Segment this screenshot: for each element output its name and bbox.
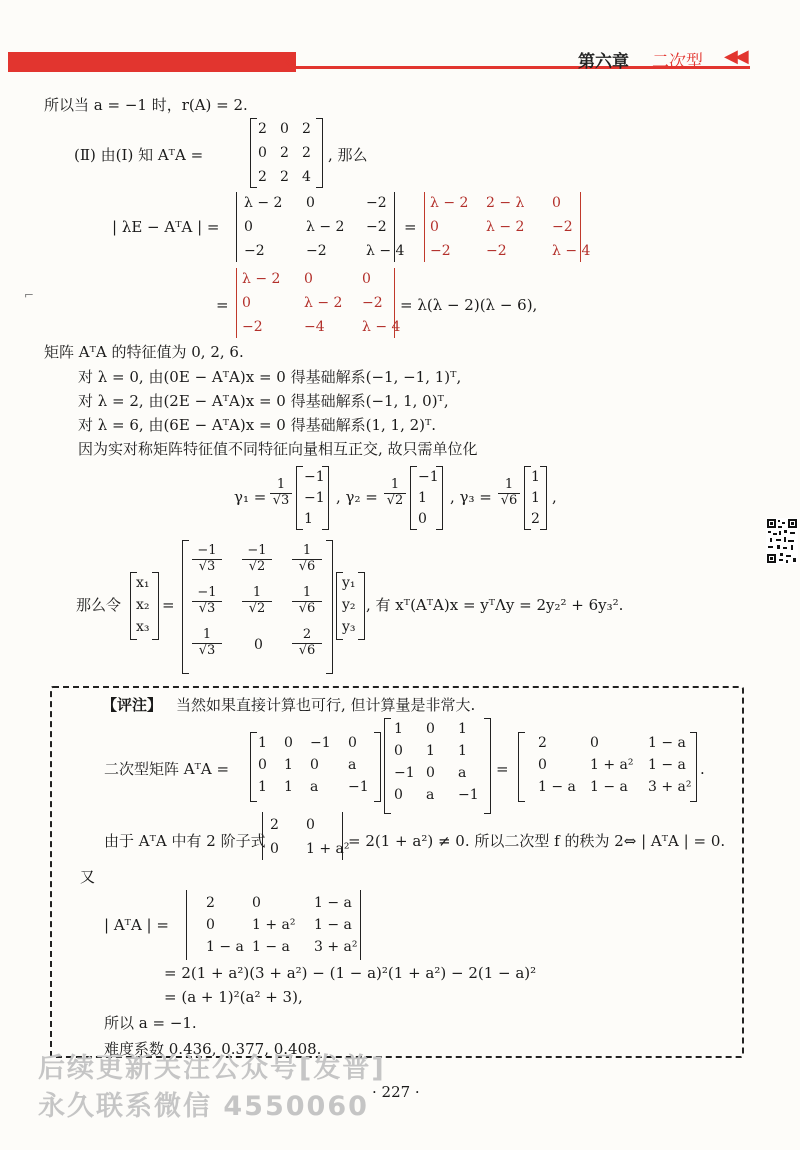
denominator: √6 [298,642,316,658]
matrix-cell: 0 [304,271,313,287]
let-label: 那么令 [76,596,122,614]
period: . [700,760,705,778]
matrix-cell: 2 [538,735,547,751]
gamma3-fraction: $\frac{1}{√6}$ [498,478,520,509]
note-tag: 【评注】 [102,696,163,714]
numerator: 1 [292,586,322,602]
matrix-cell: −2 [244,243,265,259]
matrix-cell: λ − 4 [552,243,591,259]
matrix-cell: 2 − λ [486,195,525,211]
matrix-cell: 3 + a² [648,779,692,795]
matrix-cell: 3 + a² [314,939,358,955]
matrix-cell: y₂ [342,597,356,613]
matrix-cell: −2 [242,319,263,335]
matrix-cell: 0 [348,735,357,751]
eigenvalues-line: 矩阵 AᵀA 的特征值为 0, 2, 6. [44,343,244,361]
matrix-fraction [242,544,272,575]
matrix-cell: 0 [206,917,215,933]
numerator: −1 [192,544,222,560]
matrix-cell: 0 [258,145,267,161]
denominator: √3 [198,600,216,616]
det-bar [424,192,425,262]
matrix-cell: 0 [242,295,251,311]
matrix-fraction [292,586,322,617]
matrix-cell: λ − 2 [306,219,345,235]
page-header [0,0,800,80]
line-rank: 所以当 a = −1 时，r(A) = 2. [44,96,248,114]
matrix-cell: 1 [531,490,540,506]
matrix-cell: λ − 2 [430,195,469,211]
matrix-cell: 0 [394,787,403,803]
matrix-bracket-right [484,718,491,814]
minor-prefix: 由于 AᵀA 中有 2 阶子式 [104,832,266,850]
matrix-cell: 1 − a [538,779,576,795]
vector-bracket-left [524,466,531,530]
matrix-cell: −1 [394,765,415,781]
matrix-cell: 1 − a [314,917,352,933]
matrix-cell: 0 [426,721,435,737]
matrix-cell: 0 [362,271,371,287]
numerator: 1 [292,544,322,560]
denominator: √6 [298,558,316,574]
matrix-cell: 1 + a² [252,917,296,933]
minor-suffix: = 2(1 + a²) ≠ 0. 所以二次型 f 的秩为 2⇔ | AᵀA | = 0. [348,832,726,850]
matrix-bracket-left [384,718,391,814]
triangle-left-icon: ◀◀ [724,46,746,67]
equals-sign: = [162,596,175,614]
matrix-cell: −2 [306,243,327,259]
matrix-cell: 1 [418,490,427,506]
note-det-label: | AᵀA | = [104,916,169,934]
matrix-cell: a [426,787,435,803]
matrix-fraction [292,544,322,575]
matrix-cell: −2 [486,243,507,259]
difficulty-line: 难度系数 0.436, 0.377, 0.408. [104,1040,322,1058]
matrix-cell: −1 [418,469,439,485]
matrix-cell: 0 [254,637,263,653]
matrix-cell: 0 [552,195,561,211]
denominator: √2 [248,558,266,574]
orthogonal-line: 因为实对称矩阵特征值不同特征向量相互正交, 故只需单位化 [78,440,478,458]
matrix-cell: −2 [366,195,387,211]
numerator: 1 [192,628,222,644]
gamma1-label: γ₁ = [234,488,267,506]
matrix-cell: 2 [258,121,267,137]
equals-sign: = [496,760,509,778]
matrix-cell: 1 [426,743,435,759]
matrix-cell: 1 [458,743,467,759]
header-red-bar [8,52,296,72]
qr-code-icon [766,518,798,564]
matrix-bracket-right [316,118,323,188]
matrix-bracket-right [374,732,381,802]
matrix-cell: 0 [280,121,289,137]
matrix-cell: 1 − a [206,939,244,955]
matrix-cell: λ − 4 [362,319,401,335]
expansion-2: = (a + 1)²(a² + 3), [164,988,303,1006]
matrix-bracket-left [182,540,189,674]
matrix-bracket-left [250,118,257,188]
gamma1-fraction: $\frac{1}{√3}$ [270,478,292,509]
matrix-cell: 0 [306,817,315,833]
matrix-cell: −2 [552,219,573,235]
det-label: | λE − AᵀA | = [112,218,220,236]
vector-bracket-left [410,466,417,530]
matrix-fraction [292,628,322,659]
matrix-cell: −1 [310,735,331,751]
matrix-cell: 1 [284,757,293,773]
matrix-cell: 2 [206,895,215,911]
matrix-cell: y₁ [342,575,356,591]
matrix-cell: 1 − a [590,779,628,795]
matrix-cell: 1 [394,721,403,737]
matrix-cell: λ − 4 [366,243,405,259]
matrix-cell: 4 [302,169,311,185]
matrix-cell: 1 [258,779,267,795]
matrix-cell: 2 [302,145,311,161]
matrix-cell: −2 [430,243,451,259]
matrix-cell: 0 [310,757,319,773]
matrix-cell: 0 [426,765,435,781]
matrix-cell: 1 − a [252,939,290,955]
matrix-bracket-left [250,732,257,802]
matrix-cell: 0 [418,511,427,527]
matrix-cell: x₃ [136,619,150,635]
matrix-cell: 0 [244,219,253,235]
matrix-cell: 1 [284,779,293,795]
note-intro: 当然如果直接计算也可行, 但计算量是非常大. [176,696,476,714]
matrix-cell: 2 [280,145,289,161]
eigen-2-line: 对 λ = 2, 由(2E − AᵀA)x = 0 得基础解系(−1, 1, 0)ᵀ, [78,392,449,410]
matrix-cell: 0 [538,757,547,773]
matrix-cell: −1 [348,779,369,795]
matrix-cell: λ − 2 [486,219,525,235]
matrix-cell: 0 [258,757,267,773]
matrix-fraction [192,544,222,575]
matrix-cell: −1 [304,490,325,506]
det-bar [186,890,187,960]
qf-label: 二次型矩阵 AᵀA = [104,760,230,778]
matrix-cell: 1 − a [648,757,686,773]
chapter-label: 第六章 [578,52,629,72]
numerator: −1 [192,586,222,602]
matrix-cell: 0 [270,841,279,857]
matrix-cell: 0 [252,895,261,911]
watermark-line-2: 永久联系微信 4550060 [38,1091,369,1122]
vector-bracket-right [152,572,159,640]
equals-sign: = [404,218,417,236]
matrix-fraction [192,628,222,659]
matrix-cell: 0 [590,735,599,751]
chapter-title: 二次型 [652,52,703,72]
numerator: 2 [292,628,322,644]
matrix-cell: 1 + a² [590,757,634,773]
expansion-1: = 2(1 + a²)(3 + a²) − (1 − a)²(1 + a²) − 2(1 − a)² [164,964,537,982]
matrix-cell: 1 [258,735,267,751]
line-ata-label: (Ⅱ) 由(Ⅰ) 知 AᵀA = [74,146,204,164]
gamma2-fraction: $\frac{1}{√2}$ [384,478,406,509]
matrix-cell: x₁ [136,575,150,591]
matrix-cell: 1 − a [314,895,352,911]
vector-bracket-right [358,572,365,640]
denominator: √6 [298,600,316,616]
comma: , [552,488,557,506]
matrix-cell: 2 [270,817,279,833]
matrix-cell: 0 [394,743,403,759]
matrix-fraction [192,586,222,617]
matrix-cell: −4 [304,319,325,335]
matrix-cell: a [458,765,467,781]
matrix-bracket-left [518,732,525,802]
equals-sign: = [216,296,229,314]
matrix-bracket-right [326,540,333,674]
transform-result: , 有 xᵀ(AᵀA)x = yᵀΛy = 2y₂² + 6y₃². [366,596,624,614]
matrix-cell: −1 [304,469,325,485]
matrix-cell: 1 [531,469,540,485]
matrix-cell: −1 [458,787,479,803]
matrix-fraction [242,586,272,617]
numerator: −1 [242,544,272,560]
chevron-left-icon: « [282,46,297,74]
vector-bracket-right [540,466,547,530]
matrix-cell: a [348,757,357,773]
det-bar [262,812,263,860]
denominator: √2 [248,600,266,616]
eigen-0-line: 对 λ = 0, 由(0E − AᵀA)x = 0 得基础解系(−1, −1, 1)ᵀ, [78,368,462,386]
matrix-cell: λ − 2 [304,295,343,311]
matrix-cell: 0 [284,735,293,751]
matrix-cell: λ − 2 [244,195,283,211]
line-then: , 那么 [328,146,368,164]
vector-bracket-left [296,466,303,530]
matrix-cell: 2 [302,121,311,137]
det-result: = λ(λ − 2)(λ − 6), [400,296,538,314]
det-bar [236,268,237,338]
matrix-cell: λ − 2 [242,271,281,287]
matrix-cell: 0 [430,219,439,235]
matrix-cell: −2 [366,219,387,235]
matrix-cell: 1 [304,511,313,527]
numerator: 1 [242,586,272,602]
denominator: √3 [198,642,216,658]
scan-mark: ⌐ [24,288,35,302]
matrix-cell: x₂ [136,597,150,613]
matrix-cell: 2 [280,169,289,185]
matrix-cell: y₃ [342,619,356,635]
matrix-cell: 1 [458,721,467,737]
det-bar [360,890,361,960]
again-label: 又 [80,868,96,886]
note-box [50,686,744,1058]
matrix-cell: 2 [258,169,267,185]
matrix-cell: −2 [362,295,383,311]
matrix-cell: 0 [306,195,315,211]
matrix-cell: 1 + a² [306,841,350,857]
watermark-line-1: 后续更新关注公众号[发普] [38,1053,386,1084]
eigen-6-line: 对 λ = 6, 由(6E − AᵀA)x = 0 得基础解系(1, 1, 2)ᵀ. [78,416,437,434]
page-number: · 227 · [372,1083,420,1101]
matrix-cell: 2 [531,511,540,527]
conclusion: 所以 a = −1. [104,1014,197,1032]
gamma3-label: , γ₃ = [450,488,492,506]
matrix-cell: a [310,779,319,795]
denominator: √3 [198,558,216,574]
det-bar [236,192,237,262]
matrix-cell: 1 − a [648,735,686,751]
gamma2-label: , γ₂ = [336,488,378,506]
